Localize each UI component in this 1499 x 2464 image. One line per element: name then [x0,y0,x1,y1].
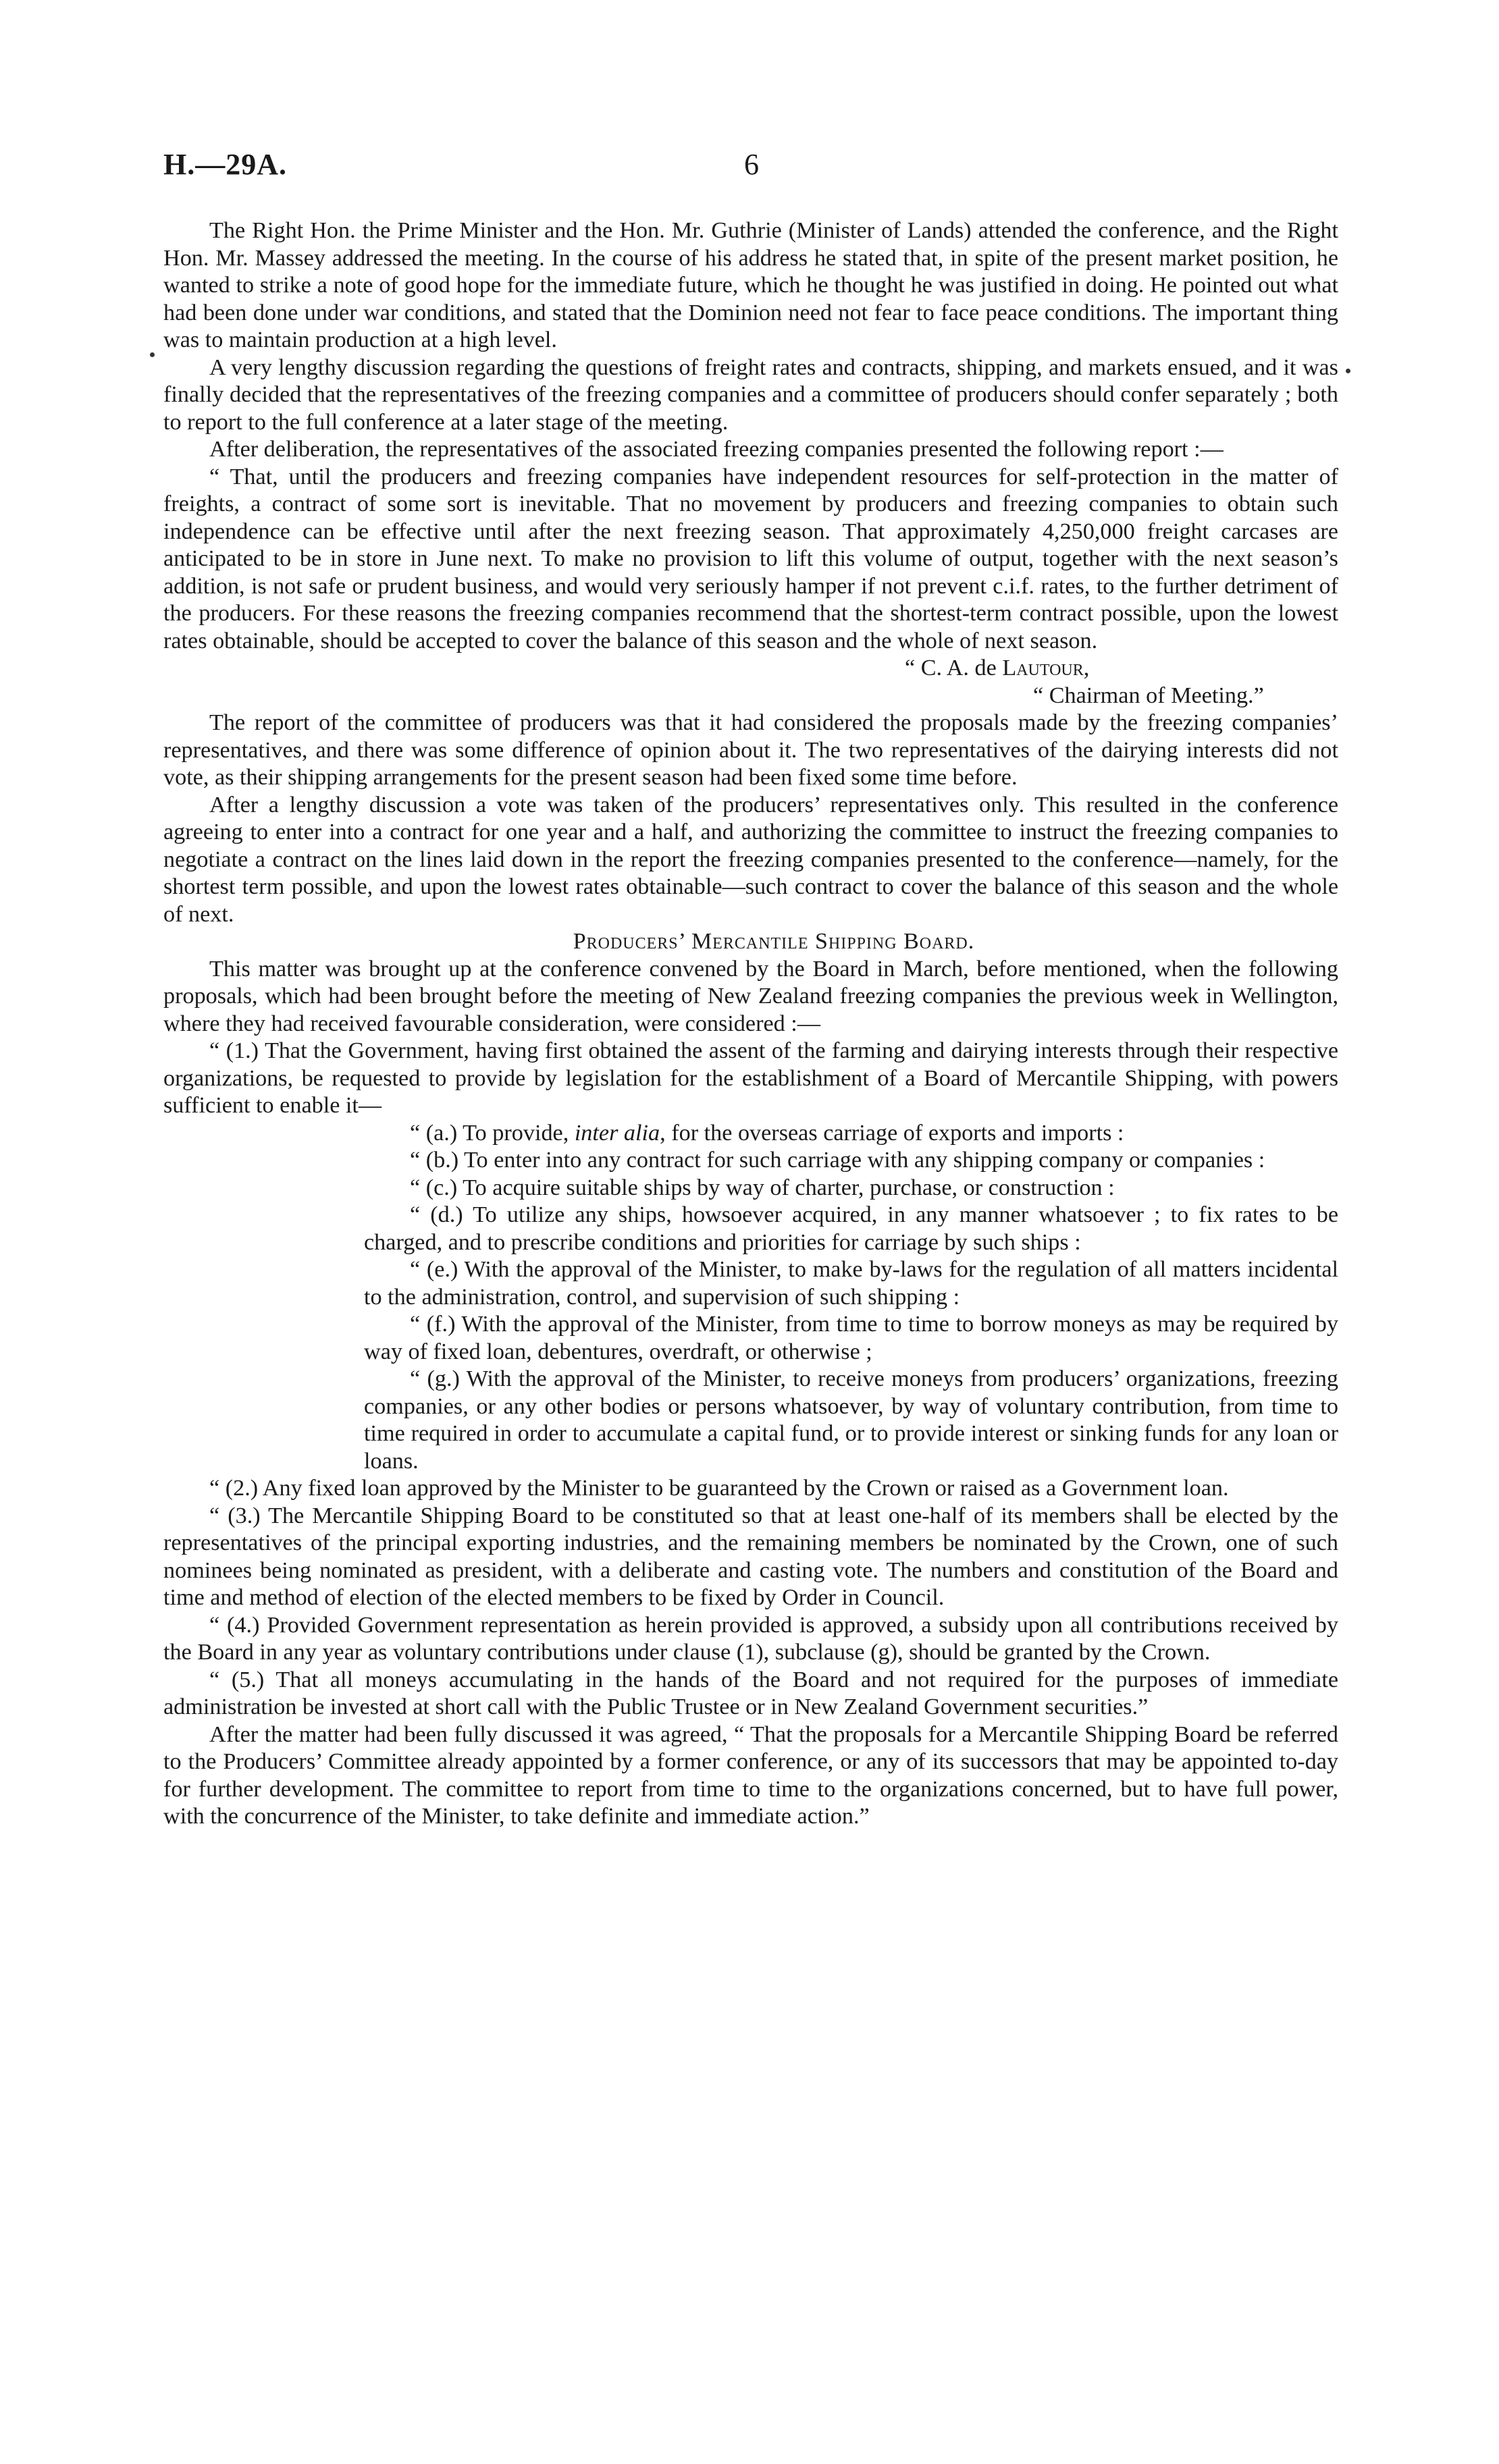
document-code: H.—29A. [163,148,287,181]
body-text [163,217,1338,1831]
clause-a-italic: inter alia [574,1120,660,1146]
clause-g: “ (g.) With the approval of the Minister, to receive moneys from producers’ organizations, freezing companies, or any other bodies or persons whatsoever, by way of voluntary contribution, from time to time required in order to accumulate a capital fund, or to provide interest or sinking funds for any loan or loans. [364,1366,1338,1474]
clause-d: “ (d.) To utilize any ships, howsoever acquired, in any manner whatsoever ; to fix rates to be charged, and to prescribe conditions and priorities for carriage by such ships : [364,1202,1338,1255]
paragraph-resolution: After the matter had been fully discussed it was agreed, “ That the proposals for a Mercantile Shipping Board be referred to the Producers’ Committee already appointed by a former conference, or any of its successors that may be appointed to-day for further development. The committee to report from time to time to the organizations concerned, but to have full power, with the concurrence of the Minister, to take definite and immediate action.” [163,1721,1338,1829]
clause-c: “ (c.) To acquire suitable ships by way of charter, purchase, or construction : [410,1175,1115,1200]
section-heading: Producers’ Mercantile Shipping Board. [573,929,975,954]
paragraph-proposal-1: “ (1.) That the Government, having first obtained the assent of the farming and dairying interests through their respective organizations, be requested to provide by legislation for the establishment of a Board of Mercantile Shipping, with powers sufficient to enable it— [163,1038,1338,1118]
signature-name [163,655,1338,682]
clause-a [163,1120,1338,1148]
page-header [163,147,1338,188]
paragraph-proposal-2: “ (2.) Any fixed loan approved by the Minister to be guaranteed by the Crown or raised as a Government loan. [209,1476,1229,1501]
paragraph-proposal-5: “ (5.) That all moneys accumulating in the hands of the Board and not required for the purposes of immediate administration be invested at short call with the Public Trustee or in New Zealand Government securities.” [163,1667,1338,1719]
paragraph-vote: After a lengthy discussion a vote was taken of the producers’ representatives only. This resulted in the conference agreeing to enter into a contract for one year and a half, and authorizing the committee to instruct the freezing companies to negotiate a contract on the lines laid down in the report the freezing companies presented to the conference—namely, for the shortest term possible, and upon the lowest rates obtainable—such contract to cover the balance of this season and the whole of next. [163,792,1338,927]
clause-f: “ (f.) With the approval of the Minister, from time to time to borrow moneys as may be required by way of fixed loan, debentures, overdraft, or otherwise ; [364,1312,1338,1364]
signature-name-suffix: , [1083,655,1090,680]
page-number: 6 [744,148,759,181]
clause-e: “ (e.) With the approval of the Minister, to make by-laws for the regulation of all matters incidental to the administration, control, and supervision of such shipping : [364,1257,1338,1310]
signature-surname: Lautour [1002,655,1084,680]
clause-b: “ (b.) To enter into any contract for such carriage with any shipping company or companies : [410,1148,1265,1173]
signature-name-prefix: “ C. A. de [905,655,1003,680]
clause-a-prefix: “ (a.) To provide, [410,1120,575,1146]
paragraph-report-quote: “ That, until the producers and freezing companies have independent resources for self-protection in the matter of freights, a contract of some sort is inevitable. That no movement by producers and freezing companies to obtain such independence can be effective until after the next freezing season. That approximately 4,250,000 freight carcases are anticipated to be in store in June next. To make no provision to lift this volume of output, together with the next season’s addition, is not safe or prudent business, and would very seriously hamper if not prevent c.i.f. rates, to the further detriment of the producers. For these reasons the freezing companies recommend that the shortest-term contract possible, upon the lowest rates obtainable, should be accepted to cover the balance of this season and the whole of next season. [163,464,1338,653]
paragraph-attendance: The Right Hon. the Prime Minister and the Hon. Mr. Guthrie (Minister of Lands) attended the conference, and the Right Hon. Mr. Massey addressed the meeting. In the course of his address he stated that, in spite of the present market position, he wanted to strike a note of good hope for the immediate future, which he thought he was justified in doing. He pointed out what had been done under war conditions, and stated that the Dominion need not fear to face peace conditions. The important thing was to maintain production at a high level. [163,218,1338,352]
clause-a-suffix: , for the overseas carriage of exports and imports : [660,1120,1124,1146]
margin-mark-left [150,352,155,357]
paragraph-deliberation: After deliberation, the representatives of the associated freezing companies presented the following report :— [209,437,1224,462]
paragraph-proposal-4: “ (4.) Provided Government representation as herein provided is approved, a subsidy upon all contributions received by the Board in any year as voluntary contributions under clause (1), subclause (g), should be granted by the Crown. [163,1612,1338,1665]
paragraph-proposal-3: “ (3.) The Mercantile Shipping Board to be constituted so that at least one-half of its members shall be elected by the representatives of the principal exporting industries, and the remaining members be nominated by the Crown, one of such nominees being nominated as president, with a deliberate and casting vote. The numbers and constitution of the Board and time and method of election of the elected members to be fixed by Order in Council. [163,1503,1338,1610]
signature-title: “ Chairman of Meeting.” [1033,682,1264,708]
paragraph-discussion: A very lengthy discussion regarding the questions of freight rates and contracts, shipping, and markets ensued, and it was finally decided that the representatives of the freezing companies and a committee of producers should confer separately ; both to report to the full conference at a later stage of the meeting. [163,354,1338,435]
paragraph-producers-committee: The report of the committee of producers was that it had considered the proposals made by the freezing companies’ representatives, and there was some difference of opinion about it. The two representatives of the dairying interests did not vote, as their shipping arrangements for the present season had been fixed some time before. [163,710,1338,790]
paragraph-board-intro: This matter was brought up at the conference convened by the Board in March, before mentioned, when the following proposals, which had been brought before the meeting of New Zealand freezing companies the previous week in Wellington, where they had received favourable consideration, were considered :— [163,956,1338,1036]
margin-mark-right [1346,369,1350,373]
